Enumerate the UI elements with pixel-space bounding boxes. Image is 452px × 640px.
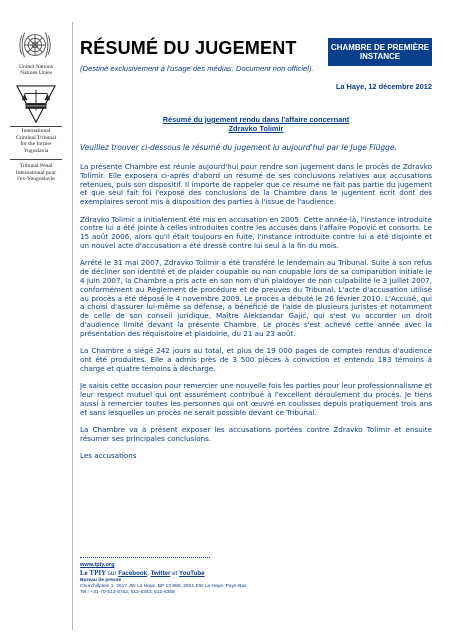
page-title: RÉSUMÉ DU JUGEMENT [80, 38, 297, 58]
sidebar-divider [10, 159, 62, 160]
youtube-link[interactable]: YouTube [179, 570, 205, 577]
paragraph: Je saisis cette occasion pour remercier une nouvelle fois les parties pour leur professionnalisme et leur respect mutuel qui ont assurément contribué à l'excellent déroulement du procès. Je tiens aussi à remercier toutes les personnes qui ont œuvré en coulisses depuis pratiquement trois ans et sans lesquelles un procès ne serait possible devant ce Tribunal. [80, 381, 432, 417]
facebook-link[interactable]: Facebook [118, 570, 148, 577]
document-body [80, 163, 432, 469]
website-link[interactable]: www.tpiy.org [80, 562, 115, 568]
icty-scales-emblem-icon [15, 84, 57, 124]
sidebar-separator [72, 22, 73, 630]
chamber-badge: CHAMBRE DE PREMIÈRE INSTANCE [328, 38, 432, 66]
paragraph: Zdravko Tolimir a initialement été mis en accusation en 2005. Cette année-là, l'instance introduite contre lui a été jointe à celles introduites contre les accusés dans l'affaire Popović et consorts. Le 15 août 2006, alors qu'il était toujours en fuite, l'instance introduite contre lui a été disjointe et un nouvel acte d'accusation a été dressé contre lui seul à la fin du mois. [80, 214, 432, 250]
un-emblem-icon [16, 26, 54, 64]
twitter-link[interactable]: Twitter [150, 570, 171, 577]
tpiy-label: Le TPIY [80, 569, 107, 577]
footer [80, 557, 432, 597]
phone-numbers: Tel.: +31-70-512-8752; 512-5343; 512-5356 [80, 590, 175, 596]
sidebar [0, 0, 72, 640]
sidebar-divider [10, 126, 62, 127]
tribunal-name-fr: Tribunal Pénal International pour l'ex-Yougoslavie [15, 163, 57, 183]
release-date: La Haye, 12 décembre 2012 [335, 82, 432, 91]
paragraph: La présente Chambre est réunie aujourd'hui pour rendre son jugement dans le procès de Zdravko Tolimir. Elle exposera ci-après d'abord un résumé de ses conclusions relatives aux accusations retenues, puis son dispositif. Il importe de rappeler que ce résumé ne fait pas partie du jugement et que seul fait foi l'exposé des conclusions de la Chambre dans le jugement écrit dont des exemplaires seront mis à disposition des parties à l'issue de l'audience. [80, 162, 432, 207]
social-links: Le TPIY sur Facebook, Twitter et YouTube [80, 569, 205, 577]
section-heading: Les accusations [80, 451, 137, 461]
media-disclaimer: (Destiné exclusivement à l'usage des médias. Document non officiel). [80, 64, 314, 73]
press-office-label: Bureau de presse [80, 578, 122, 583]
un-name: United Nations Nations Unies [18, 64, 54, 77]
paragraph: Arrêté le 31 mai 2007, Zdravko Tolimir a été transféré le lendemain au Tribunal. Suite à son refus de décliner son identité et de plaider coupable ou non coupable lors de sa comparution initiale le 4 juin 2007, la Chambre a pris acte en son nom d'un plaidoyer de non culpabilité le 3 juillet 2007, conformément au Règlement de procédure et de preuves du Tribunal. L'acte d'accusation utilisé au procès a été déposé le 4 novembre 2009. Le procès a débuté le 26 février 2010. L'Accusé, qui a choisi d'assurer lui-même sa défense, a bénéficié de l'aide de plusieurs juristes et notamment de celle de son conseil juridique, Maître Aleksandar Gajić, qui s'est vu accorder un droit d'audience limité devant la présente Chambre. Le procès s'est achevé cette année avec la présentation des réquisitoire et plaidoirie, du 21 au 23 août. [80, 258, 432, 338]
summary-heading: Résumé du jugement rendu dans l'affaire concernant Zdravko Tolimir [162, 115, 350, 133]
footer-divider [80, 557, 210, 558]
postal-address: Churchillplein 1, 2517 JW La Haye. BP 13 888, 2501 EW La Haye. Pays-Bas [80, 584, 247, 590]
paragraph: La Chambre va à présent exposer les accusations portées contre Zdravko Tolimir et ensuite résumer ses principales conclusions. [80, 424, 432, 443]
intro-line: Veuillez trouver ci-dessous le résumé du jugement lu aujourd'hui par le Juge Flügge. [80, 143, 397, 152]
paragraph: La Chambre a siégé 242 jours au total, et plus de 19 000 pages de comptes rendus d'audience ont été produites. Elle a admis près de 3 500 pièces à conviction et entendu 183 témoins à charge et quatre témoins à décharge. [80, 346, 432, 373]
tribunal-name-en: International Criminal Tribunal for the former Yugoslavia [15, 128, 57, 154]
